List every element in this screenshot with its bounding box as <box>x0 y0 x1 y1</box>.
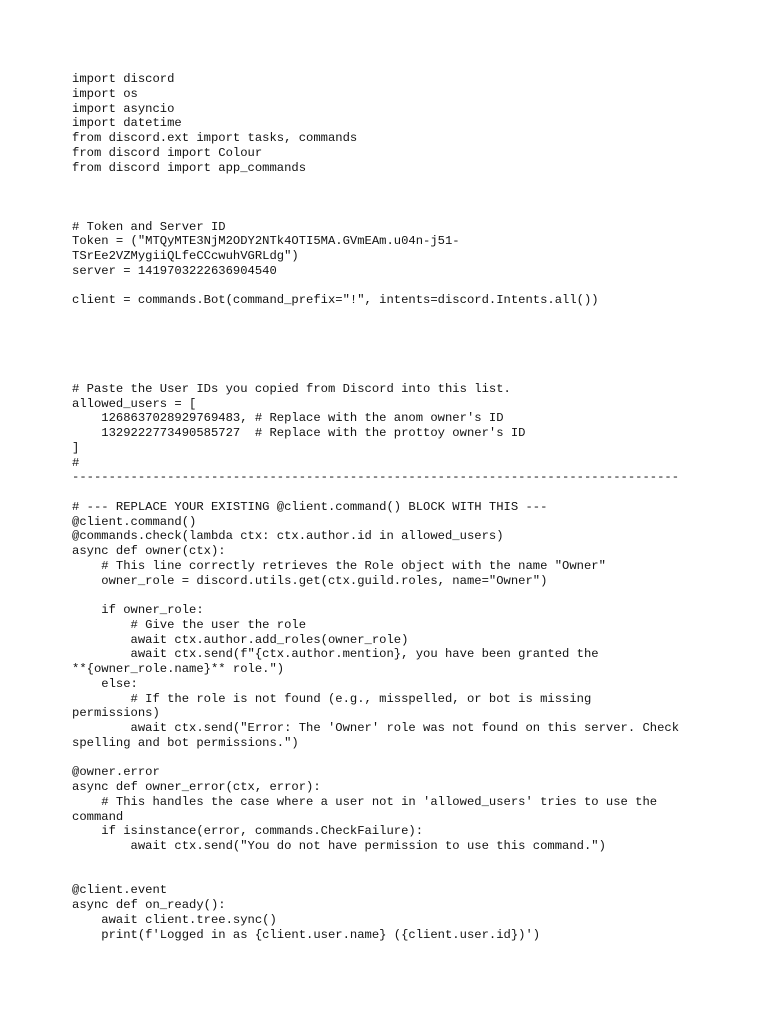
code-line: from discord import Colour <box>72 145 263 160</box>
code-line: # --- REPLACE YOUR EXISTING @client.command() BLOCK WITH THIS --- <box>72 499 548 514</box>
code-line: await ctx.author.add_roles(owner_role) <box>72 632 409 647</box>
code-line: ----------------------------------------------------------------------------------- <box>72 470 680 485</box>
blank-line <box>72 205 732 220</box>
code-line: import datetime <box>72 116 182 131</box>
code-line: await ctx.send(f"{ctx.author.mention}, you have been granted the <box>72 647 599 662</box>
code-line: permissions) <box>72 706 160 721</box>
blank-line <box>72 175 732 190</box>
blank-line <box>72 869 732 884</box>
code-line: await ctx.send("Error: The 'Owner' role was not found on this server. Check <box>72 721 680 735</box>
code-line: # Paste the User IDs you copied from Discord into this list. <box>72 381 511 396</box>
blank-line <box>72 338 732 353</box>
code-line: async def owner_error(ctx, error): <box>72 780 321 794</box>
blank-line <box>72 367 732 382</box>
code-line: else: <box>72 676 138 691</box>
code-line: # This handles the case where a user not in 'allowed_users' tries to use the <box>72 794 658 809</box>
code-line: **{owner_role.name}** role.") <box>72 662 285 676</box>
code-line: # <box>72 455 80 470</box>
code-line: client = commands.Bot(command_prefix="!", intents=discord.Intents.all()) <box>72 293 599 308</box>
blank-line <box>72 323 732 338</box>
code-line: @client.event <box>72 883 168 898</box>
code-line: ] <box>72 440 80 455</box>
code-text-body <box>72 72 732 942</box>
code-line: @commands.check(lambda ctx: ctx.author.id in allowed_users) <box>72 529 504 544</box>
code-line: TSrEe2VZMygiiQLfeCCcwuhVGRLdg") <box>72 249 299 263</box>
code-line: if isinstance(error, commands.CheckFailure): <box>72 824 424 839</box>
code-line: Token = ("MTQyMTE3NjM2ODY2NTk4OTI5MA.GVmEAm.u04n-j51- <box>72 234 460 249</box>
blank-line <box>72 485 732 500</box>
blank-line <box>72 588 732 603</box>
code-line: allowed_users = [ <box>72 396 197 411</box>
code-line: async def on_ready(): <box>72 898 226 912</box>
code-line: from discord.ext import tasks, commands <box>72 131 358 145</box>
code-line: 1329222773490585727 # Replace with the prottoy owner's ID <box>72 426 526 440</box>
code-line: @owner.error <box>72 765 160 780</box>
code-line: import discord <box>72 72 175 86</box>
code-line: async def owner(ctx): <box>72 544 226 558</box>
blank-line <box>72 854 732 869</box>
code-line: spelling and bot permissions.") <box>72 735 299 750</box>
code-line: # This line correctly retrieves the Role object with the name "Owner" <box>72 558 606 573</box>
code-line: import os <box>72 86 138 101</box>
blank-line <box>72 308 732 323</box>
code-line: from discord import app_commands <box>72 160 307 175</box>
blank-line <box>72 190 732 205</box>
code-line: @client.command() <box>72 514 197 529</box>
code-line: server = 1419703222636904540 <box>72 263 277 278</box>
code-line: 1268637028929769483, # Replace with the anom owner's ID <box>72 411 504 426</box>
code-line: # If the role is not found (e.g., misspelled, or bot is missing <box>72 691 592 706</box>
code-line: command <box>72 809 124 824</box>
blank-line <box>72 352 732 367</box>
code-line: if owner_role: <box>72 603 204 617</box>
code-line: owner_role = discord.utils.get(ctx.guild.roles, name="Owner") <box>72 573 548 588</box>
code-line: print(f'Logged in as {client.user.name} ({client.user.id})') <box>72 927 541 942</box>
code-line: import asyncio <box>72 101 175 116</box>
code-line: # Token and Server ID <box>72 219 226 234</box>
code-line: await client.tree.sync() <box>72 912 277 927</box>
blank-line <box>72 751 732 766</box>
code-line: await ctx.send("You do not have permission to use this command.") <box>72 839 606 853</box>
code-line: # Give the user the role <box>72 617 307 632</box>
blank-line <box>72 279 732 294</box>
